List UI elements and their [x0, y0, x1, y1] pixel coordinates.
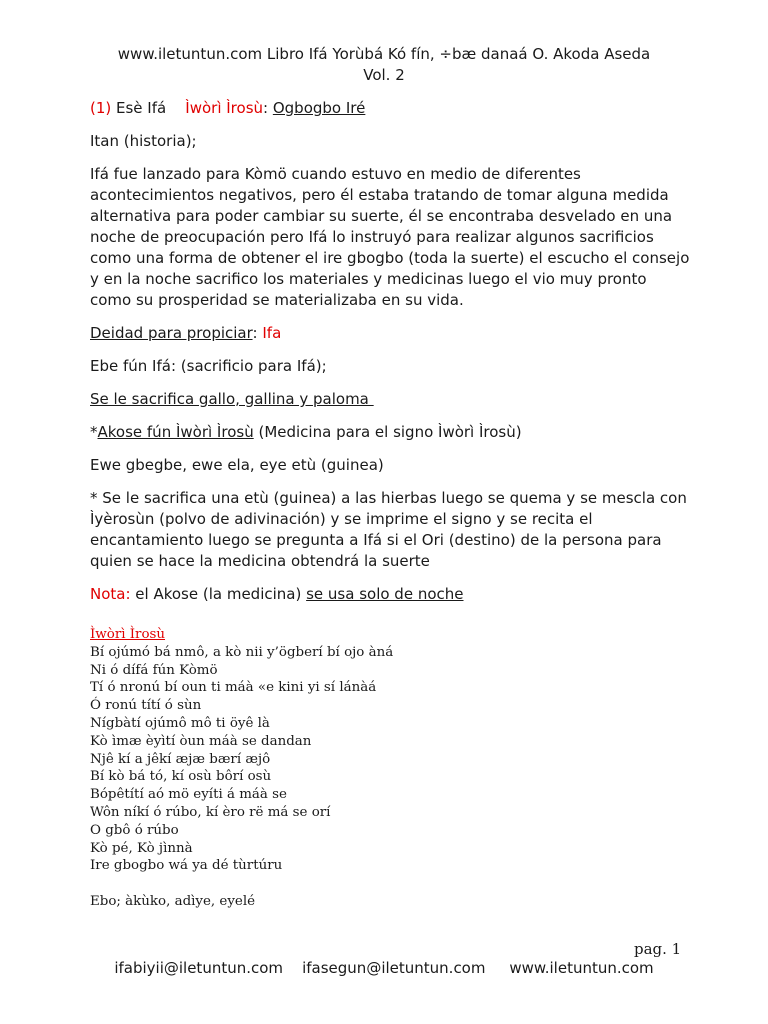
nota-label: Nota:	[90, 585, 131, 603]
verse-line: Nígbàtí ojúmô mô ti öyê là	[90, 715, 270, 731]
section-number: (1)	[90, 99, 112, 117]
deidad-colon: :	[252, 324, 263, 342]
verse-line: Tí ó nronú bí oun ti máà «e kini yi sí lánàá	[90, 680, 377, 696]
heading-colon: :	[263, 99, 273, 117]
ewe-line: Ewe gbegbe, ewe ela, eye etù (guinea)	[90, 456, 384, 474]
sacrifice-line	[90, 389, 690, 410]
verse-line: Ó ronú títí ó sùn	[90, 698, 202, 714]
page-footer: ifabiyii@iletuntun.com ifasegun@iletuntun.com www.iletuntun.com	[114, 959, 654, 977]
deidad-line	[90, 323, 690, 344]
header-line-2: Vol. 2	[363, 66, 405, 84]
deidad-value: Ifa	[262, 324, 282, 342]
nota-text: el Akose (la medicina)	[130, 585, 307, 603]
document-body	[90, 98, 690, 617]
verse-line: Wôn níkí ó rúbo, kí èro rë má se orí	[90, 804, 331, 820]
section-heading	[90, 98, 690, 119]
verse-title: Ìwòrì Ìrosù	[90, 627, 166, 642]
nota-line	[90, 584, 690, 605]
verse-line: Bópêtítí aó mö eyíti á máà se	[90, 787, 287, 803]
akose-asterisk: *	[90, 423, 98, 441]
ebo-line: Ebo; àkùko, adìye, eyelé	[90, 894, 256, 909]
instructions-paragraph: * Se le sacrifica una etù (guinea) a las hierbas luego se quema y se mescla con Ìyèrosùn (polvo de adivinación) y se imprime el signo y se recita el encantamiento luego se pregunta a Ifá si el Ori (destino) de la persona para quien se hace la medicina obtendrá la suerte	[90, 489, 687, 570]
verse-line: Bí kò bá tó, kí osù bôrí osù	[90, 769, 272, 785]
verse-line: Ni ó dífá fún Kòmö	[90, 662, 218, 678]
verse-line: Ire gbogbo wá ya dé tùrtúru	[90, 858, 283, 874]
verse-line: Kò ìmæ èyìtí òun máà se dandan	[90, 733, 312, 749]
akose-label: Akose fún Ìwòrì Ìrosù	[97, 423, 254, 441]
page-number: pag. 1	[634, 940, 682, 958]
nota-underlined: se usa solo de noche	[306, 585, 464, 603]
akose-line	[90, 422, 690, 443]
ese-label: Esè Ifá	[111, 99, 186, 117]
itan-label: Itan (historia);	[90, 132, 197, 150]
verse-line: Njê kí a jêkí æjæ bærí æjô	[90, 751, 271, 767]
sacrifice-text: Se le sacrifica gallo, gallina y paloma	[90, 390, 374, 408]
sign-name: Ìwòrì Ìrosù	[185, 99, 264, 117]
verse-block	[90, 626, 690, 875]
header-line-1: www.iletuntun.com Libro Ifá Yorùbá Kó fín, ÷bæ danaá O. Akoda Aseda	[117, 45, 651, 63]
akose-desc: (Medicina para el signo Ìwòrì Ìrosù)	[253, 423, 522, 441]
verse-line: Kò pé, Kò jìnnà	[90, 840, 193, 856]
deidad-label: Deidad para propiciar	[90, 324, 253, 342]
verse-line: O gbô ó rúbo	[90, 822, 179, 838]
section-subtitle: Ogbogbo Iré	[272, 99, 366, 117]
verse-line: Bí ojúmó bá nmô, a kò nii y’ögberí bí ojo àná	[90, 644, 394, 660]
story-paragraph: Ifá fue lanzado para Kòmö cuando estuvo en medio de diferentes acontecimientos negativos, pero él estaba tratando de tomar alguna medida alternativa para poder cambiar su suerte, él se encontraba desvelado en una noche de preocupación pero Ifá lo instruyó para realizar algunos sacrificios como una forma de obtener el ire gbogbo (toda la suerte) el escucho el consejo y en la noche sacrifico los materiales y medicinas luego el vio muy pronto como su prosperidad se materializaba en su vida.	[90, 165, 690, 309]
page-header	[0, 44, 768, 86]
ebe-label: Ebe fún Ifá: (sacrificio para Ifá);	[90, 357, 327, 375]
